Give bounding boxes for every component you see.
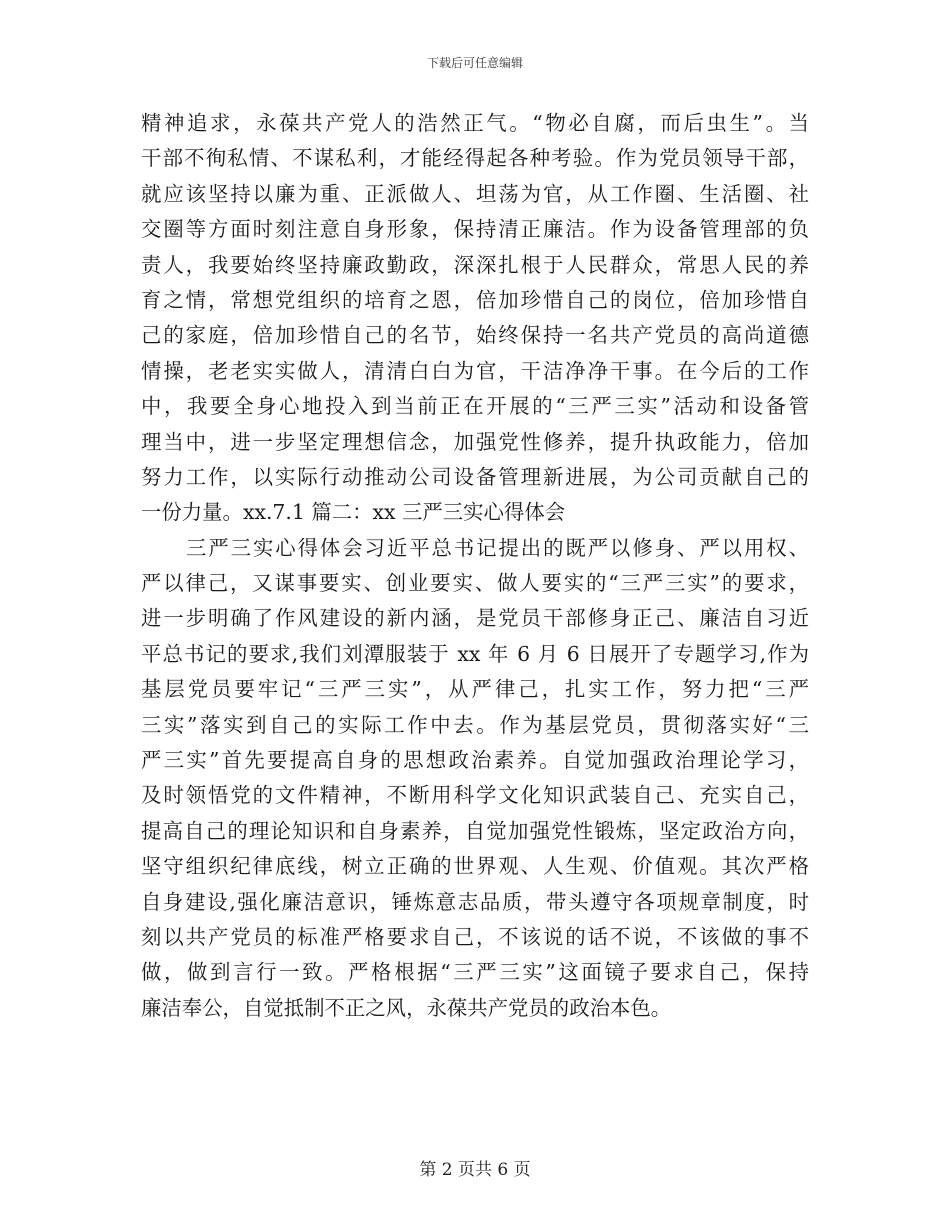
text-line: 自身建设,强化廉洁意识，锤炼意志品质，带头遵守各项规章制度，时 [141,889,809,914]
text-line: 严以律己，又谋事要实、创业要实、做人要实的“三严三实”的要求， [141,571,809,596]
text-line: 提高自己的理论知识和自身素养，自觉加强党性锻炼，坚定政治方向， [141,818,809,843]
text-line: 坚守组织纪律底线，树立正确的世界观、人生观、价值观。其次严格 [141,854,809,879]
text-line: 就应该坚持以廉为重、正派做人、坦荡为官，从工作圈、生活圈、社 [141,181,809,206]
text-line: 刻以共产党员的标准严格要求自己，不该说的话不说，不该做的事不 [141,924,809,949]
text-line: 己的家庭，倍加珍惜自己的名节，始终保持一名共产党员的高尚道德 [141,323,809,348]
text-line: 精神追求，永葆共产党人的浩然正气。“物必自腐，而后虫生”。当 [141,111,809,135]
page-header: 下载后可任意编辑 [426,56,523,70]
paragraph-2 [141,531,809,1026]
text-line: 三实”落实到自己的实际工作中去。作为基层党员，贯彻落实好“三 [141,712,809,737]
text-line: 严三实”首先要提高自身的思想政治素养。自觉加强政治理论学习， [141,748,809,773]
text-line: 努力工作，以实际行动推动公司设备管理新进展，为公司贡献自己的 [141,464,809,489]
text-line: 做，做到言行一致。严格根据“三严三实”这面镜子要求自己，保持 [141,960,809,985]
text-line: 交圈等方面时刻注意自身形象，保持清正廉洁。作为设备管理部的负 [141,217,809,242]
text-line: 中，我要全身心地投入到当前正在开展的“三严三实”活动和设备管 [141,394,809,419]
text-line: 进一步明确了作风建设的新内涵，是党员干部修身正己、廉洁自习近 [141,606,809,631]
text-line: 平总书记的要求,我们刘潭服装于 xx 年 6 月 6 日展开了专题学习,作为 [141,641,809,666]
text-line: 廉洁奉公，自觉抵制不正之风，永葆共产党员的政治本色。 [141,995,672,1020]
text-line: 责人，我要始终坚持廉政勤政，深深扎根于人民群众，常思人民的养 [141,252,809,277]
paragraph-1 [141,106,809,531]
text-line: 一份力量。xx.7.1 篇二：xx 三严三实心得体会 [141,500,566,525]
text-line: 育之情，常想党组织的培育之恩，倍加珍惜自己的岗位，倍加珍惜自 [141,287,809,312]
text-line: 三严三实心得体会习近平总书记提出的既严以修身、严以用权、 [186,535,809,560]
text-line: 干部不徇私情、不谋私利，才能经得起各种考验。作为党员领导干部， [141,146,809,171]
text-line: 理当中，进一步坚定理想信念，加强党性修养，提升执政能力，倍加 [141,429,809,454]
document-body [141,106,809,1026]
text-line: 及时领悟党的文件精神，不断用科学文化知识武装自己、充实自己， [141,783,809,808]
text-line: 情操，老老实实做人，清清白白为官，干洁净净干事。在今后的工作 [141,358,809,383]
page-number: 第 2 页共 6 页 [419,1160,531,1180]
text-line: 基层党员要牢记“三严三实”，从严律己，扎实工作，努力把“三严 [141,677,809,702]
